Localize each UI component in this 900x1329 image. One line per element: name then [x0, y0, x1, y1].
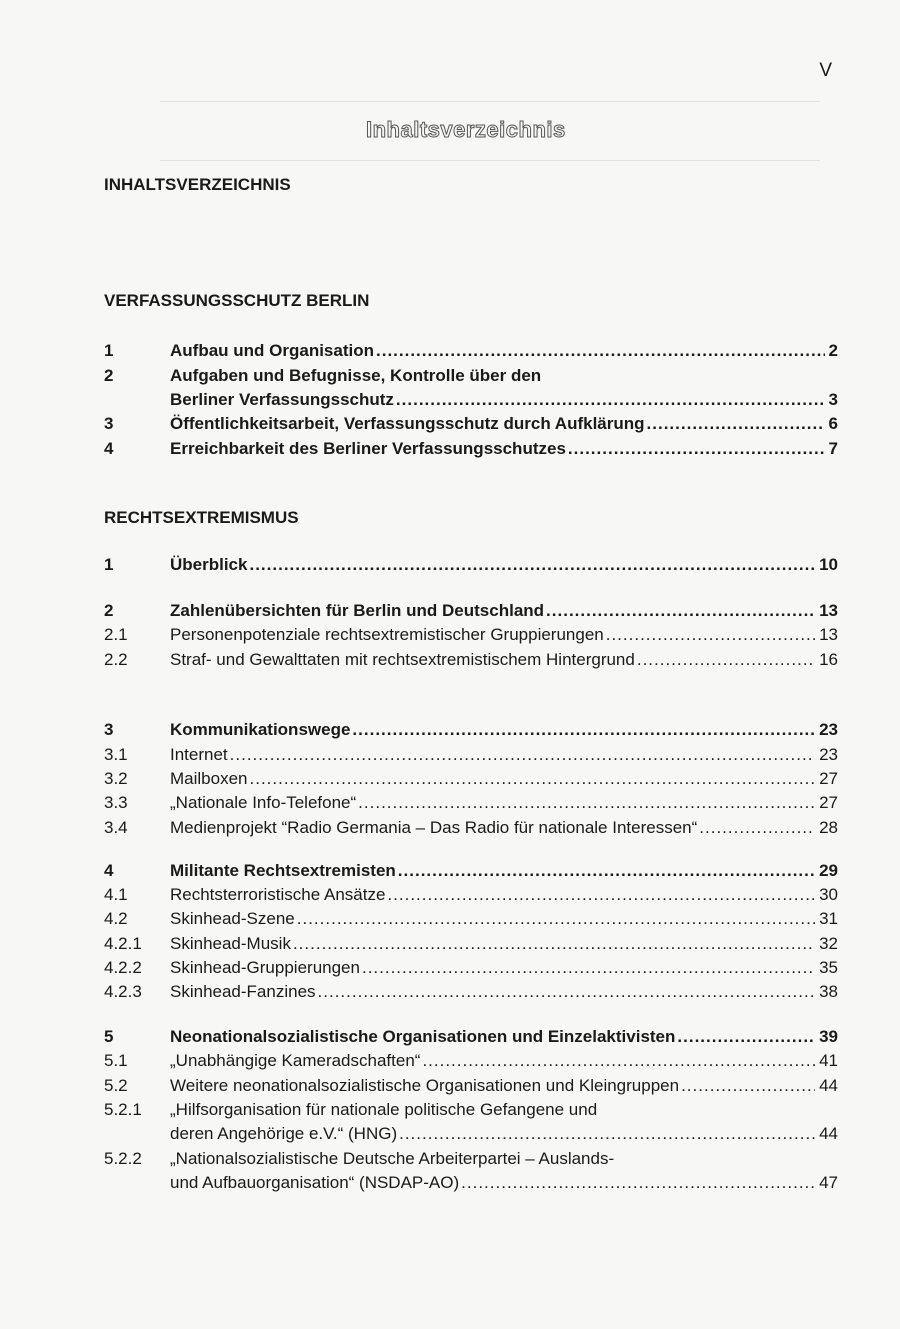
toc-entry-page: 13 — [819, 601, 838, 620]
dot-leader — [546, 599, 815, 623]
toc-entry-title: deren Angehörige e.V.“ (HNG) — [170, 1124, 398, 1143]
toc-entry[interactable] — [104, 1122, 838, 1146]
toc-entry-title: Zahlenübersichten für Berlin und Deutschland — [170, 601, 545, 620]
toc-entry-title: Militante Rechtsextremisten — [170, 861, 396, 880]
dot-leader — [681, 1074, 815, 1098]
dot-leader — [318, 980, 816, 1004]
toc-entry-page: 41 — [819, 1051, 838, 1070]
toc-entry-page: 13 — [819, 625, 838, 644]
page-number: V — [819, 60, 832, 81]
toc-entry-title: Weitere neonationalsozialistische Organisationen und Kleingruppen — [170, 1076, 680, 1095]
toc-entry[interactable] — [104, 883, 838, 907]
toc-entry-line — [170, 648, 838, 672]
toc-entry-number: 3 — [104, 720, 114, 739]
dot-leader — [677, 1025, 815, 1049]
toc-entry-title: „Nationalsozialistische Deutsche Arbeiterpartei – Auslands- — [170, 1149, 615, 1168]
dot-leader — [230, 743, 815, 767]
toc-entry-title: Berliner Verfassungsschutz — [170, 390, 394, 409]
toc-entry-title: Neonationalsozialistische Organisationen und Einzelaktivisten — [170, 1027, 676, 1046]
toc-entry-number: 4 — [104, 861, 114, 880]
toc-entry-page: 29 — [819, 861, 838, 880]
toc-entry-line — [170, 980, 838, 1004]
toc-entry-page: 32 — [819, 934, 838, 953]
dot-leader — [637, 648, 815, 672]
toc-entry-page: 23 — [819, 720, 838, 739]
toc-entry[interactable] — [104, 599, 838, 623]
toc-entry-line — [170, 1147, 838, 1171]
toc-entry-title: „Nationale Info-Telefone“ — [170, 793, 357, 812]
dot-leader — [362, 956, 815, 980]
toc-entry[interactable] — [104, 364, 838, 388]
toc-entry-line — [170, 553, 838, 577]
dot-leader — [293, 932, 815, 956]
toc-entry[interactable] — [104, 907, 838, 931]
toc-entry-title: Medienprojekt “Radio Germania – Das Radio für nationale Interessen“ — [170, 818, 698, 837]
toc-entry-line — [170, 743, 838, 767]
dot-leader — [396, 388, 825, 412]
toc-entry[interactable] — [104, 1025, 838, 1049]
dot-leader — [358, 791, 815, 815]
toc-entry-number: 3.4 — [104, 818, 128, 837]
toc-entry[interactable] — [104, 1049, 838, 1073]
document-title: INHALTSVERZEICHNIS — [104, 175, 291, 194]
toc-entry-line — [170, 1171, 838, 1195]
toc-entry-title: Mailboxen — [170, 769, 248, 788]
running-head: Inhaltsverzeichnis — [366, 117, 566, 142]
dot-leader — [376, 339, 825, 363]
toc-entry[interactable] — [104, 743, 838, 767]
toc-entry-title: Überblick — [170, 555, 248, 574]
toc-entry[interactable] — [104, 648, 838, 672]
section-title: RECHTSEXTREMISMUS — [104, 508, 299, 527]
toc-entry-number: 3.3 — [104, 793, 128, 812]
toc-entry[interactable] — [104, 980, 838, 1004]
toc-entry[interactable] — [104, 412, 838, 436]
toc-entry-title: „Hilfsorganisation für nationale politische Gefangene und — [170, 1100, 598, 1119]
dot-leader — [461, 1171, 815, 1195]
toc-entry[interactable] — [104, 1074, 838, 1098]
toc-entry-number: 5.2.2 — [104, 1149, 142, 1168]
toc-entry-number: 5.2.1 — [104, 1100, 142, 1119]
toc-entry-number: 2 — [104, 366, 114, 385]
toc-entry[interactable] — [104, 956, 838, 980]
dot-leader — [699, 816, 815, 840]
dot-leader — [249, 553, 815, 577]
toc-entry[interactable] — [104, 553, 838, 577]
toc-entry-number: 5 — [104, 1027, 114, 1046]
toc-entry-page: 6 — [828, 414, 838, 433]
toc-entry[interactable] — [104, 339, 838, 363]
toc-entry-line — [170, 767, 838, 791]
toc-entry-line — [170, 1025, 838, 1049]
header-rule-top — [160, 101, 820, 102]
toc-entry-page: 35 — [819, 958, 838, 977]
dot-leader — [606, 623, 815, 647]
toc-entry-line — [170, 599, 838, 623]
toc-entry-title: Personenpotenziale rechtsextremistischer Gruppierungen — [170, 625, 604, 644]
toc-entry-number: 1 — [104, 341, 114, 360]
toc-entry-line — [170, 412, 838, 436]
toc-entry-page: 28 — [819, 818, 838, 837]
header-rule-bottom — [160, 160, 820, 161]
toc-entry-line — [170, 907, 838, 931]
toc-entry-number: 5.1 — [104, 1051, 128, 1070]
toc-entry-number: 3.1 — [104, 745, 128, 764]
toc-entry-line — [170, 388, 838, 412]
toc-entry-page: 47 — [819, 1173, 838, 1192]
toc-entry-number: 3.2 — [104, 769, 128, 788]
toc-entry-page: 2 — [828, 341, 838, 360]
dot-leader — [399, 1122, 815, 1146]
toc-entry[interactable] — [104, 932, 838, 956]
toc-entry-number: 4 — [104, 439, 114, 458]
toc-entry[interactable] — [104, 437, 838, 461]
toc-entry-number: 4.2.2 — [104, 958, 142, 977]
toc-entry-page: 23 — [819, 745, 838, 764]
toc-entry-line — [170, 623, 838, 647]
toc-entry-number: 2.1 — [104, 625, 128, 644]
toc-entry-number: 4.2 — [104, 909, 128, 928]
dot-leader — [647, 412, 825, 436]
toc-entry-line — [170, 1074, 838, 1098]
toc-entry-line — [170, 364, 838, 388]
toc-entry[interactable] — [104, 1171, 838, 1195]
toc-entry-number: 2.2 — [104, 650, 128, 669]
toc-entry-line — [170, 859, 838, 883]
toc-entry-title: Skinhead-Musik — [170, 934, 291, 953]
toc-entry-title: Aufgaben und Befugnisse, Kontrolle über den — [170, 366, 542, 385]
toc-entry-page: 39 — [819, 1027, 838, 1046]
toc-entry-title: Rechtsterroristische Ansätze — [170, 885, 386, 904]
toc-entry-page: 44 — [819, 1124, 838, 1143]
toc-entry-number: 4.2.3 — [104, 982, 142, 1001]
toc-entry-line — [170, 1122, 838, 1146]
toc-entry-title: Skinhead-Fanzines — [170, 982, 316, 1001]
toc-entry-page: 7 — [828, 439, 838, 458]
toc-entry-title: Aufbau und Organisation — [170, 341, 374, 360]
toc-entry[interactable] — [104, 859, 838, 883]
toc-entry[interactable] — [104, 816, 838, 840]
toc-entry-number: 4.1 — [104, 885, 128, 904]
toc-entry-page: 44 — [819, 1076, 838, 1095]
toc-entry-number: 1 — [104, 555, 114, 574]
toc-entry-number: 4.2.1 — [104, 934, 142, 953]
toc-entry-page: 27 — [819, 793, 838, 812]
toc-entry-page: 27 — [819, 769, 838, 788]
toc-entry-title: und Aufbauorganisation“ (NSDAP-AO) — [170, 1173, 460, 1192]
toc-entry-title: „Unabhängige Kameradschaften“ — [170, 1051, 421, 1070]
dot-leader — [250, 767, 816, 791]
toc-entry-line — [170, 816, 838, 840]
toc-entry-line — [170, 791, 838, 815]
dot-leader — [422, 1049, 815, 1073]
toc-entry-line — [170, 1049, 838, 1073]
dot-leader — [297, 907, 815, 931]
dot-leader — [387, 883, 815, 907]
toc-entry-line — [170, 718, 838, 742]
toc-entry[interactable] — [104, 1098, 838, 1122]
toc-entry-page: 16 — [819, 650, 838, 669]
toc-entry-line — [170, 932, 838, 956]
toc-entry-title: Internet — [170, 745, 228, 764]
toc-entry-line — [170, 339, 838, 363]
toc-entry-title: Skinhead-Gruppierungen — [170, 958, 360, 977]
toc-entry-line — [170, 1098, 838, 1122]
toc-entry-title: Skinhead-Szene — [170, 909, 295, 928]
toc-entry[interactable] — [104, 1147, 838, 1171]
toc-entry-title: Straf- und Gewalttaten mit rechtsextremistischem Hintergrund — [170, 650, 635, 669]
toc-entry-line — [170, 956, 838, 980]
dot-leader — [352, 718, 815, 742]
toc-entry-title: Erreichbarkeit des Berliner Verfassungsschutzes — [170, 439, 566, 458]
toc-entry[interactable] — [104, 718, 838, 742]
toc-entry-title: Öffentlichkeitsarbeit, Verfassungsschutz durch Aufklärung — [170, 414, 645, 433]
toc-entry[interactable] — [104, 791, 838, 815]
toc-entry-page: 38 — [819, 982, 838, 1001]
dot-leader — [568, 437, 825, 461]
toc-entry[interactable] — [104, 767, 838, 791]
toc-entry-number: 3 — [104, 414, 114, 433]
toc-entry[interactable] — [104, 623, 838, 647]
toc-entry-page: 30 — [819, 885, 838, 904]
toc-entry-line — [170, 883, 838, 907]
toc-entry-number: 2 — [104, 601, 114, 620]
toc-entry-title: Kommunikationswege — [170, 720, 351, 739]
section-title: VERFASSUNGSSCHUTZ BERLIN — [104, 291, 370, 310]
toc-entry-line — [170, 437, 838, 461]
toc-entry-page: 31 — [819, 909, 838, 928]
toc-entry-page: 3 — [828, 390, 838, 409]
toc-entry-number: 5.2 — [104, 1076, 128, 1095]
toc-entry[interactable] — [104, 388, 838, 412]
toc-entry-page: 10 — [819, 555, 838, 574]
dot-leader — [398, 859, 815, 883]
